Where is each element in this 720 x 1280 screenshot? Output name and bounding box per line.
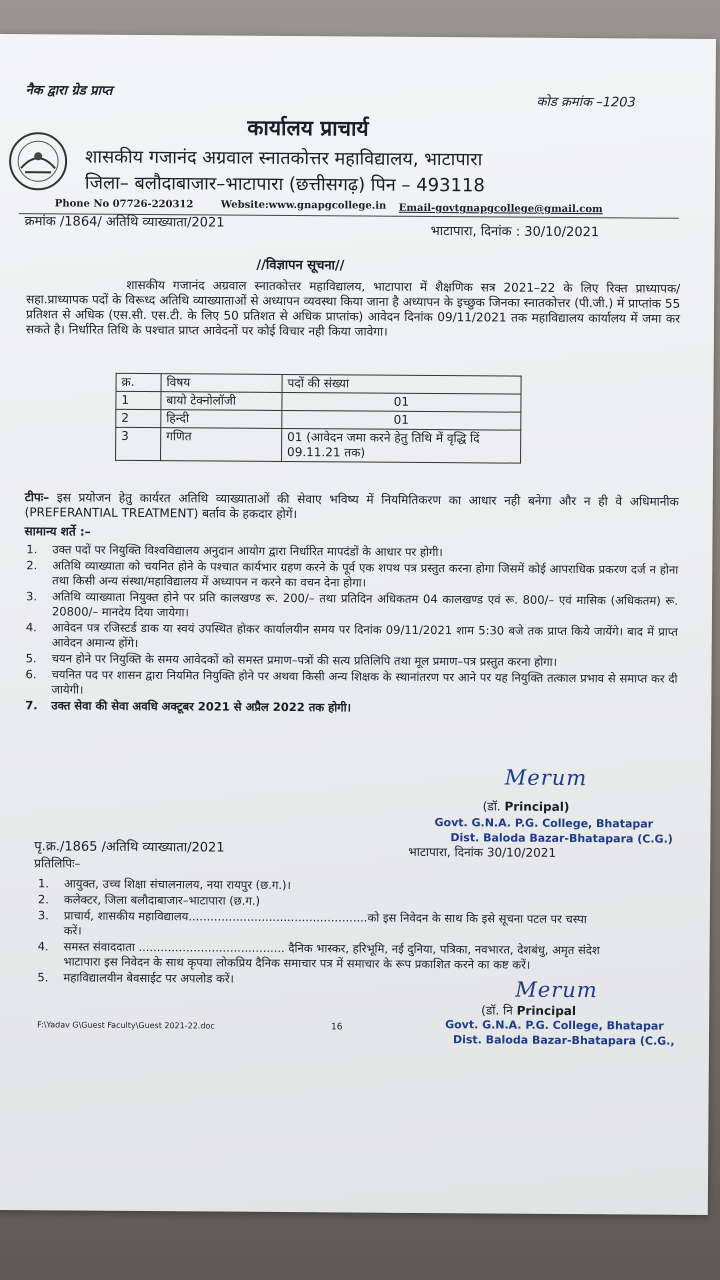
notice-title: //विज्ञापन सूचना// [256, 257, 345, 274]
code-number: कोड क्रमांक –1203 [536, 94, 636, 111]
cell-subject: बायो टेक्नोलॉजी [161, 392, 282, 411]
copy-list [37, 876, 608, 990]
cell-subject: गणित [161, 428, 282, 462]
list-item: 7. उक्त सेवा की सेवा अवधि अक्टूबर 2021 से अप्रैल 2022 तक होगी। [25, 698, 352, 715]
list-item: 4. समस्त संवाददाता ........................................ दैनिक भास्कर, हरिभूमि, नई दुनिया, पत्रिका, नवभारत, देशबंधु, अमृत संदेश भाटापारा इस निवेदन के साथ कृपया लोकप्रिय दैनिक समाचार पत्र में समाचार के रूप प्रकाशित करने का कष्ट करें। [37, 939, 600, 972]
notice-paper [0, 34, 716, 1215]
copy-label: प्रतिलिपिः– [34, 856, 81, 871]
cell-posts: 01 [282, 392, 521, 412]
college-stamp-1-line2: Dist. Baloda Bazar-Bhatapara (C.G.) [450, 831, 673, 846]
list-item: 2. कलेक्टर, जिला बलौदाबाजार–भाटापारा (छ.ग.) [37, 892, 261, 908]
list-item: 1. उक्त पदों पर नियुक्ति विश्वविद्यालय अनुदान आयोग द्वारा निर्धारित मापदंडों के आधार पर होगी। [26, 542, 443, 560]
naac-grade-note: नैक द्वारा ग्रेड प्राप्त [25, 83, 113, 99]
college-emblem-icon [7, 130, 69, 192]
tip-text: इस प्रयोजन हेतु कार्यरत अतिथि व्याख्याताओं की सेवाए भविष्य में नियमितिकरण का आधार नही बनेगा और न ही वे अधिमानीक (PREFERANTIAL TREATMENT) बर्ताव के हकदार होगें। [24, 490, 679, 522]
list-item: 1. आयुक्त, उच्च शिक्षा संचालनालय, नया रायपुर (छ.ग.)। [38, 876, 291, 893]
cell-sno: 2 [116, 409, 161, 427]
posts-table [115, 373, 522, 464]
col-header-sno: क्र. [116, 373, 161, 391]
conditions-list [25, 542, 678, 719]
col-header-subject: विषय [161, 374, 282, 393]
notice-body: शासकीय गजानंद अग्रवाल स्नातकोत्तर महाविद्यालय, भाटापारा में शैक्षणिक सत्र 2021–22 के लिए रिक्त प्राध्यापक/सहा.प्राध्यापक पदों के विरूध्द अतिथि व्याख्याताओं से अध्यापन व्यवस्था किया जाना है अध्यापन के इच्छुक जिनका स्नातकोत्तर (पी.जी.) में प्राप्तांक 55 प्रतिशत से अधिक (एस.सी. एस.टी. के लिए 50 प्रतिशत से अधिक प्राप्तांक) आवेदन दिनांक 09/11/2021 तक महाविद्यालय कार्यालय में जमा कर सकते है। निर्धारित तिथि के पश्चात प्राप्त आवेदनों पर कोई विचार नही किया जावेगा। [25, 277, 681, 339]
letter-date: भाटापारा, दिनांक : 30/10/2021 [430, 224, 600, 241]
district-line: जिला– बलौदाबाजार–भाटापारा (छत्तीसगढ़) पिन – 493118 [84, 172, 485, 197]
copy-reference-number: पृ.क्र./1865 /अतिथि व्याख्याता/2021 [34, 839, 225, 856]
signatory-2-title: (डॉ. नि Principal [481, 1003, 577, 1019]
principal-signature-2: Merum [515, 977, 598, 1003]
email: Email-govtgnapgcollege@gmail.com [398, 202, 603, 216]
cell-sno: 3 [116, 427, 161, 460]
cell-subject: हिन्दी [161, 410, 282, 429]
page-number: 16 [331, 1022, 343, 1033]
list-item: 2. अतिथि व्याख्याता को चयनित होने के पश्चात कार्यभार ग्रहण करने के पूर्व एक शपथ पत्र प्रस्तुत करना होगा जिसमें कोई आपराधिक प्रकरण दर्ज न होना तथा किसी अन्य संस्था/महाविद्यालय में अध्यापन न करने का वचन देना होगा। [26, 558, 679, 590]
tip-label: टीपः– [24, 490, 50, 505]
list-item: 3. प्राचार्य, शासकीय महाविद्यालय.................................................को इस निवेदन के साथ कि इसे सूचना पटल पर चस्पा करें। [37, 908, 587, 938]
college-stamp-2-line1: Govt. G.N.A. P.G. College, Bhatapar [445, 1018, 664, 1033]
cell-posts: 01 [282, 410, 521, 430]
cell-posts: 01 (आवेदन जमा करने हेतु तिथि में वृद्धि दिं 09.11.21 तक) [282, 428, 521, 463]
college-stamp-2-line2: Dist. Baloda Bazar-Bhatapara (C.G., [452, 1033, 675, 1048]
phone-number: Phone No 07726-220312 [54, 198, 194, 211]
list-item: 3. अतिथि व्याख्याता नियुक्त होने पर प्रति कालखण्ड रू. 200/– तथा प्रतिदिन अधिकतम 04 कालखण्ड एवं रू. 800/– एवं मासिक (अधिकतम) रू. 20800/– मानदेय दिया जायेगा। [26, 589, 679, 620]
file-path: F:\Yadav G\Guest Faculty\Guest 2021-22.doc [37, 1020, 215, 1031]
cell-sno: 1 [116, 391, 161, 409]
list-item: 6. चयनित पद पर शासन द्वारा नियमित नियुक्ति होने पर अथवा किसी अन्य शिक्षक के स्थानांतरण पर आने पर यह नियुक्ति तत्काल प्रभाव से समाप्त कर दी जायेगी। [25, 667, 678, 697]
col-header-posts: पदों की संख्या [282, 374, 521, 394]
website: Website:www.gnapgcollege.in [220, 199, 387, 212]
list-item: 4. आवेदन पत्र रजिस्टर्ड डाक या स्वयं उपस्थित होकर कार्यालयीन समय पर दिनांक 09/11/2021 शाम 5:30 बजे तक प्राप्त किये जायेंगे। बाद में प्राप्त आवेदन अमान्य होंगे। [25, 620, 678, 650]
office-heading: कार्यालय प्राचार्य [247, 115, 369, 141]
principal-signature-1: Merum [504, 765, 588, 791]
college-stamp-1-line1: Govt. G.N.A. P.G. College, Bhatapar [434, 816, 654, 831]
signatory-1-title: (डॉ. Principal) [482, 799, 570, 814]
general-conditions-heading: सामान्य शर्ते :– [24, 524, 91, 539]
reference-number: क्रमांक /1864/ अतिथि व्याख्याता/2021 [24, 214, 225, 231]
list-item: 5. महाविद्यालयीन बेवसाईट पर अपलोड करें। [37, 970, 235, 986]
tip-note [25, 490, 679, 525]
list-item: 5. चयन होने पर नियुक्ति के समय आवेदकों को समस्त प्रमाण–पत्रों की सत्य प्रतिलिपि तथा मूल प्रमाण–पत्र प्रस्तुत करना होगा। [25, 651, 558, 669]
table-row [116, 427, 521, 463]
copy-date: भाटापारा, दिनांक 30/10/2021 [408, 844, 557, 860]
college-name: शासकीय गजानंद अग्रवाल स्नातकोत्तर महाविद्यालय, भाटापारा [85, 146, 483, 171]
